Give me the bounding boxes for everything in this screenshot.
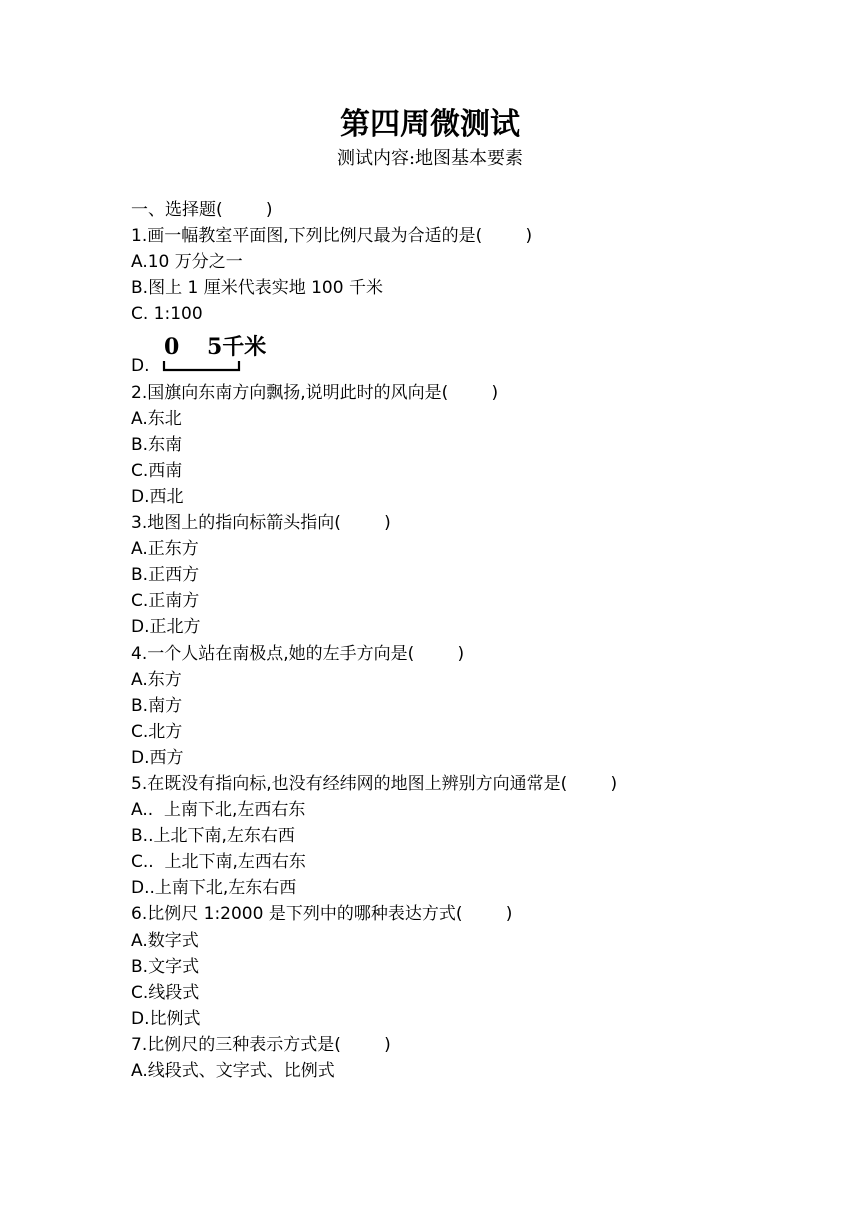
page-title: 第四周微测试: [340, 107, 520, 142]
option-d: D.正北方: [131, 617, 201, 638]
option-d: D.西方: [131, 747, 184, 768]
question-stem: 4.一个人站在南极点,她的左手方向是( ): [131, 643, 465, 664]
option-c: C.. 上北下南,左西右东: [131, 852, 306, 873]
option-b: B.东南: [131, 434, 183, 455]
option-c: C. 1:100: [131, 304, 203, 325]
scale-bar-line: [164, 361, 239, 370]
page-subtitle: 测试内容:地图基本要素: [336, 148, 524, 169]
option-c: C.正南方: [131, 591, 200, 612]
option-c: C.西南: [131, 460, 183, 481]
question-body: [131, 197, 771, 1084]
option-c: C.线段式: [131, 982, 200, 1003]
option-c: C.北方: [131, 721, 183, 742]
option-b: B.图上 1 厘米代表实地 100 千米: [131, 278, 383, 299]
scale-zero-label: 0: [164, 334, 180, 360]
option-d: D.西北: [131, 486, 184, 507]
scale-bar-figure: [161, 334, 281, 374]
question-stem: 3.地图上的指向标箭头指向( ): [131, 513, 391, 534]
option-a: A.10 万分之一: [131, 252, 243, 273]
option-a: A.正东方: [131, 539, 199, 560]
question-stem: 5.在既没有指向标,也没有经纬网的地图上辨别方向通常是( ): [131, 773, 618, 794]
scale-distance-label: 5千米: [207, 334, 267, 360]
option-b: B.文字式: [131, 956, 200, 977]
section-heading: 一、选择题( ): [131, 200, 273, 220]
option-b: B.正西方: [131, 565, 200, 586]
question-stem: 6.比例尺 1:2000 是下列中的哪种表达方式( ): [131, 904, 513, 925]
option-a: A.线段式、文字式、比例式: [131, 1061, 335, 1081]
option-d: D.比例式: [131, 1008, 201, 1029]
question-stem: 7.比例尺的三种表示方式是( ): [131, 1034, 391, 1055]
option-a: A.数字式: [131, 930, 199, 951]
option-b: B.南方: [131, 695, 183, 716]
option-a: A.. 上南下北,左西右东: [131, 800, 306, 821]
option-a: A.东北: [131, 408, 182, 429]
option-d: D.: [131, 356, 150, 377]
question-stem: 1.画一幅教室平面图,下列比例尺最为合适的是( ): [131, 226, 533, 247]
option-d: D..上南下北,左东右西: [131, 878, 297, 899]
question-stem: 2.国旗向东南方向飘扬,说明此时的风向是( ): [131, 382, 499, 403]
scale-bar-icon: [161, 334, 281, 374]
option-a: A.东方: [131, 669, 182, 690]
option-b: B..上北下南,左东右西: [131, 826, 295, 847]
